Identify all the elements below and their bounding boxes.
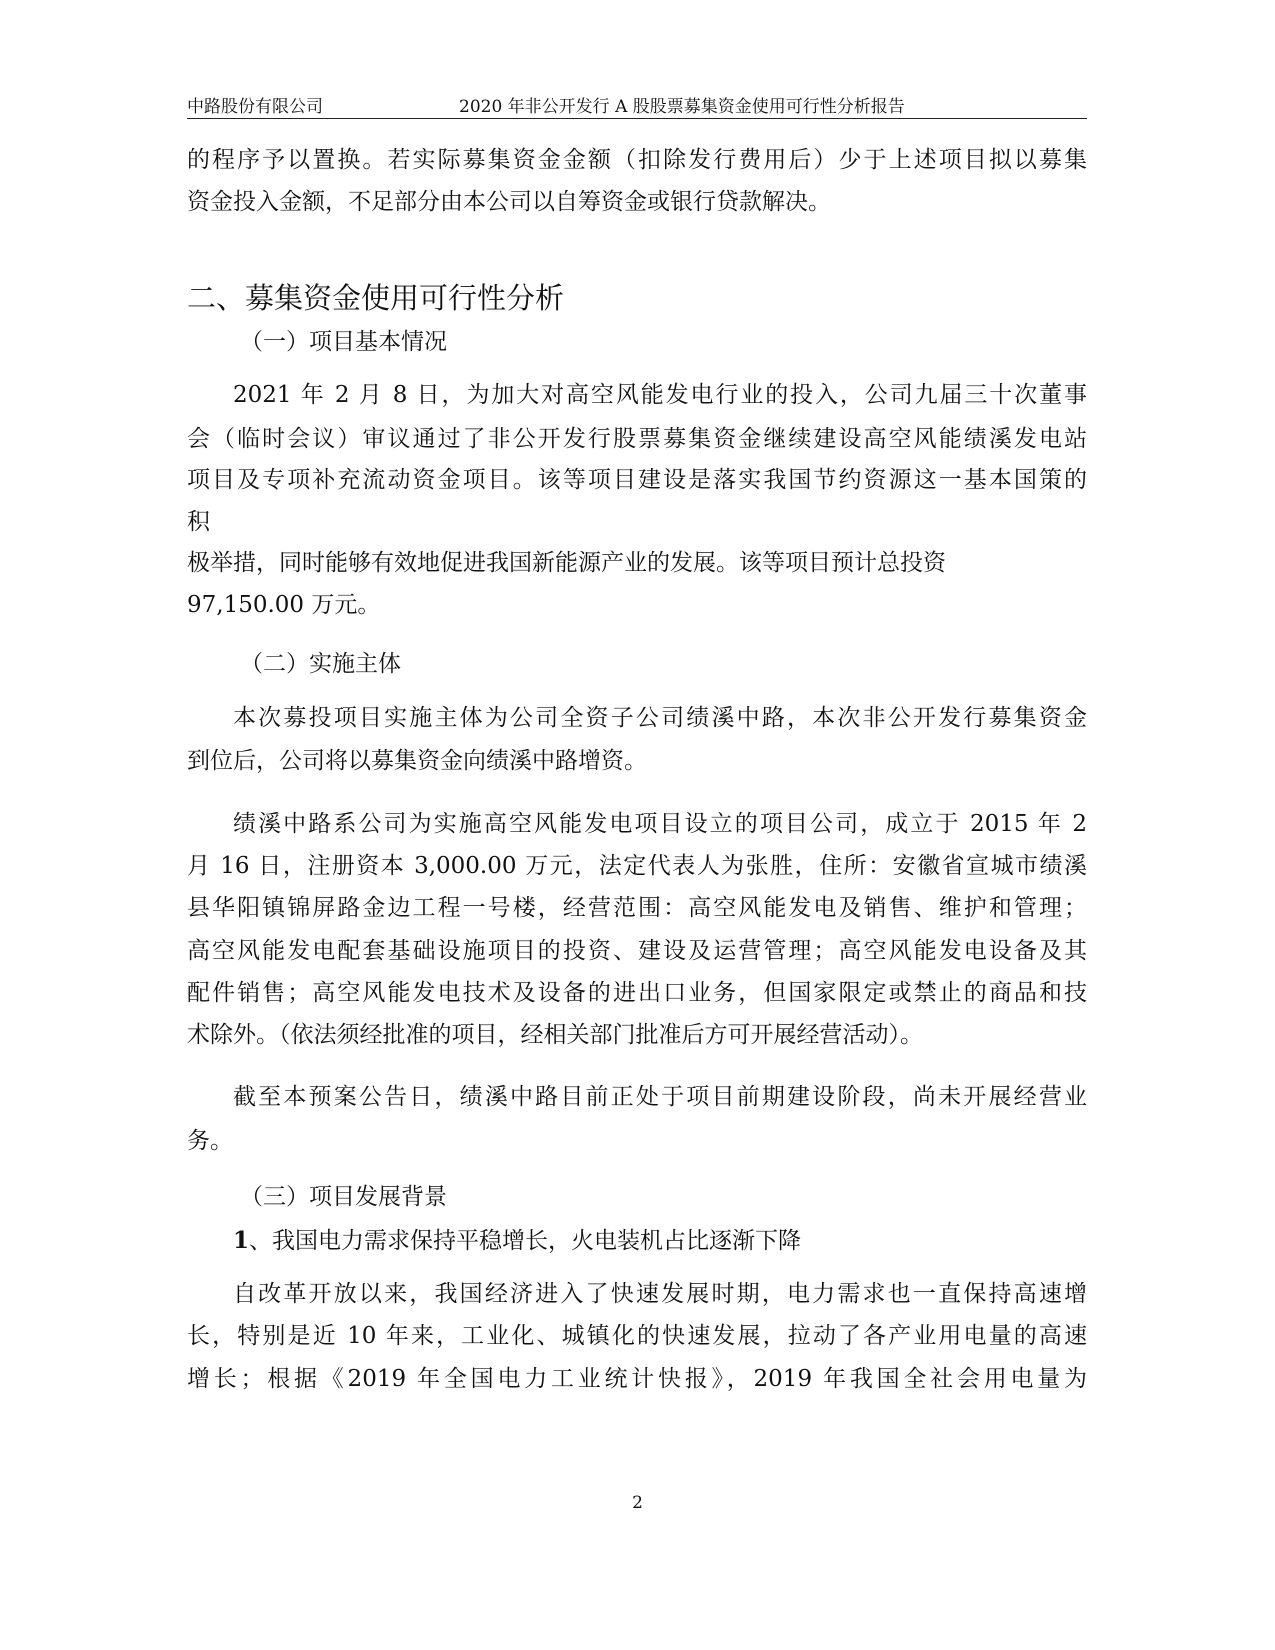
body-line: 2021 年 2 月 8 日，为加大对高空风能发电行业的投入，公司九届三十次董事 — [233, 382, 1087, 408]
body-line: 的程序予以置换。若实际募集资金金额（扣除发行费用后）少于上述项目拟以募集 — [187, 147, 1087, 173]
subsection-heading: （一）项目基本情况 — [240, 329, 447, 355]
body-line: 积 — [187, 509, 210, 535]
header-doc-title: 2020 年非公开发行 A 股股票募集资金使用可行性分析报告 — [459, 97, 905, 117]
body-line: 截至本预案公告日，绩溪中路目前正处于项目前期建设阶段，尚未开展经营业 — [233, 1084, 1087, 1110]
header-company: 中路股份有限公司 — [187, 97, 323, 117]
subsection-heading: （二）实施主体 — [240, 651, 401, 677]
body-line: 务。 — [187, 1128, 233, 1154]
numbered-item-heading — [233, 1226, 801, 1256]
body-line: 绩溪中路系公司为实施高空风能发电项目设立的项目公司，成立于 2015 年 2 — [233, 811, 1087, 837]
body-line: 资金投入金额，不足部分由本公司以自筹资金或银行贷款解决。 — [187, 189, 831, 215]
body-line: 97,150.00 万元。 — [187, 592, 381, 618]
body-line: 高空风能发电配套基础设施项目的投资、建设及运营管理；高空风能发电设备及其 — [187, 938, 1087, 964]
page-header — [187, 88, 1087, 119]
section-heading: 二、募集资金使用可行性分析 — [187, 281, 565, 315]
item-text: 、我国电力需求保持平稳增长，火电装机占比逐渐下降 — [249, 1228, 802, 1254]
item-number: 1 — [233, 1227, 250, 1254]
body-line: 术除外。（依法须经批准的项目，经相关部门批准后方可开展经营活动）。 — [187, 1022, 923, 1048]
body-line: 项目及专项补充流动资金项目。该等项目建设是落实我国节约资源这一基本国策的 — [187, 467, 1087, 493]
body-line: 本次募投项目实施主体为公司全资子公司绩溪中路，本次非公开发行募集资金 — [233, 705, 1087, 731]
body-line: 增长；根据《2019 年全国电力工业统计快报》，2019 年我国全社会用电量为 — [187, 1366, 1087, 1392]
body-line: 配件销售；高空风能发电技术及设备的进出口业务，但国家限定或禁止的商品和技 — [187, 980, 1087, 1006]
body-line: 长，特别是近 10 年来，工业化、城镇化的快速发展，拉动了各产业用电量的高速 — [187, 1323, 1087, 1349]
body-line: 会（临时会议）审议通过了非公开发行股票募集资金继续建设高空风能绩溪发电站 — [187, 426, 1087, 452]
page-number: 2 — [632, 1493, 643, 1513]
subsection-heading: （三）项目发展背景 — [240, 1184, 447, 1210]
body-line: 月 16 日，注册资本 3,000.00 万元，法定代表人为张胜，住所：安徽省宣城市绩溪 — [187, 853, 1087, 879]
body-line: 到位后，公司将以募集资金向绩溪中路增资。 — [187, 748, 647, 774]
body-line: 极举措，同时能够有效地促进我国新能源产业的发展。该等项目预计总投资 — [187, 550, 946, 576]
body-line: 自改革开放以来，我国经济进入了快速发展时期，电力需求也一直保持高速增 — [233, 1281, 1087, 1307]
body-line: 县华阳镇锦屏路金边工程一号楼，经营范围：高空风能发电及销售、维护和管理； — [187, 895, 1087, 921]
